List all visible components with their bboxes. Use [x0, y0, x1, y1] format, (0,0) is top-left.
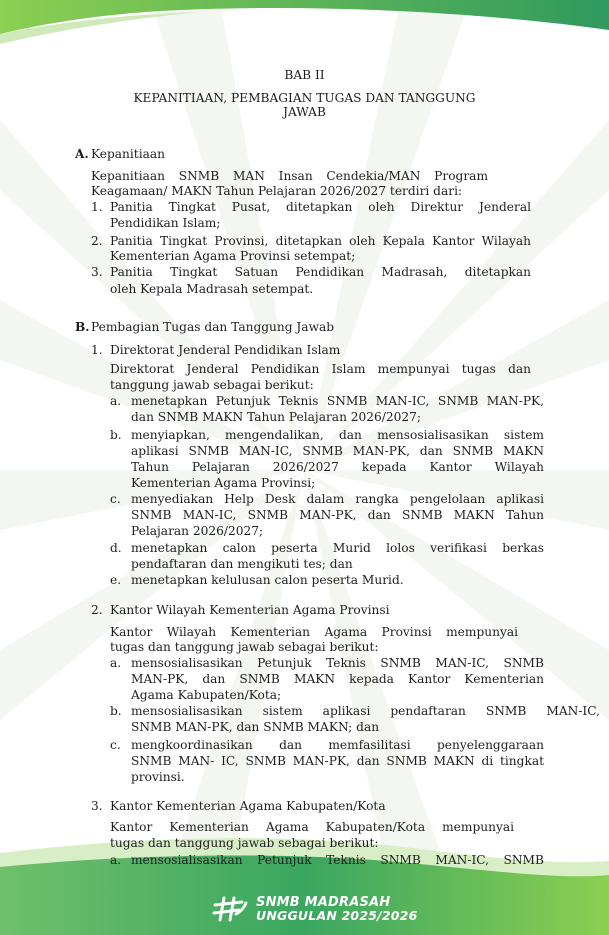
list-item-text: Agama Kabupaten/Kota;: [131, 688, 282, 702]
list-item-text: Panitia Tingkat Satuan Pendidikan Madrasah, ditetapkan: [110, 265, 531, 279]
list-item-letter: c.: [110, 492, 121, 506]
list-item-text: oleh Kepala Madrasah setempat.: [110, 282, 314, 296]
list-item-text: Panitia Tingkat Provinsi, ditetapkan oleh Kepala Kantor Wilayah: [110, 234, 531, 248]
subsection-intro-line2: tugas dan tanggung jawab sebagai berikut:: [110, 836, 379, 850]
list-item-text: MAN-PK, dan SNMB MAKN kepada Kantor Kementerian: [131, 672, 544, 686]
list-item-text: SNMB MAN-PK, dan SNMB MAKN; dan: [131, 720, 380, 734]
section-a-title: Kepanitiaan: [91, 147, 165, 161]
list-item-number: 2.: [91, 234, 103, 248]
list-item-text: Panitia Tingkat Pusat, ditetapkan oleh Direktur Jenderal: [110, 200, 531, 214]
list-item-text: aplikasi SNMB MAN-IC, SNMB MAN-PK, dan SNMB MAKN: [131, 444, 544, 458]
footer-logo-line1: SNMB MADRASAH: [256, 895, 391, 910]
list-item-text: menyediakan Help Desk dalam rangka pengelolaan aplikasi: [131, 492, 544, 506]
subsection-intro-line2: tugas dan tanggung jawab sebagai berikut:: [110, 640, 379, 654]
footer-logo: [212, 896, 417, 922]
chapter-label: BAB II: [284, 68, 325, 82]
list-item-text: SNMB MAN-IC, SNMB MAN-PK, dan SNMB MAKN Tahun: [131, 508, 544, 522]
list-item-letter: e.: [110, 573, 122, 587]
section-a-intro-line1: Kepanitiaan SNMB MAN Insan Cendekia/MAN Program: [91, 169, 488, 183]
hashtag-logo-icon: [212, 896, 248, 922]
list-item-text: mensosialisasikan Petunjuk Teknis SNMB MAN-IC, SNMB: [131, 656, 544, 670]
list-item-letter: d.: [110, 541, 122, 555]
list-item-letter: a.: [110, 394, 122, 408]
subsection-intro-line1: Direktorat Jenderal Pendidikan Islam mempunyai tugas dan: [110, 362, 531, 376]
list-item-letter: b.: [110, 704, 122, 718]
subsection-intro-line1: Kantor Kementerian Agama Kabupaten/Kota mempunyai: [110, 820, 514, 834]
subsection-title: Kantor Kementerian Agama Kabupaten/Kota: [110, 799, 386, 813]
list-item-number: 1.: [91, 200, 103, 214]
list-item-text: Pelajaran 2026/2027;: [131, 524, 264, 538]
footer-logo-line2: UNGGULAN 2025/2026: [256, 908, 418, 923]
list-item-letter: a.: [110, 853, 122, 867]
list-item-number: 3.: [91, 265, 103, 279]
list-item-text: dan SNMB MAKN Tahun Pelajaran 2026/2027;: [131, 410, 422, 424]
list-item-text: Kementerian Agama Provinsi setempat;: [110, 249, 356, 263]
list-item-text: provinsi.: [131, 770, 185, 784]
chapter-title-line2: JAWAB: [283, 105, 326, 119]
list-item-text: pendaftaran dan mengikuti tes; dan: [131, 557, 353, 571]
section-b-title: Pembagian Tugas dan Tanggung Jawab: [91, 320, 335, 334]
list-item-text: mensosialisasikan Petunjuk Teknis SNMB MAN-IC, SNMB: [131, 853, 544, 867]
subsection-title: Kantor Wilayah Kementerian Agama Provinsi: [110, 603, 390, 617]
list-item-text: SNMB MAN- IC, SNMB MAN-PK, dan SNMB MAKN di tingkat: [131, 754, 544, 768]
list-item-text: menetapkan calon peserta Murid lolos verifikasi berkas: [131, 541, 544, 555]
list-item-text: menetapkan kelulusan calon peserta Murid.: [131, 573, 404, 587]
list-item-text: Pendidikan Islam;: [110, 216, 221, 230]
list-item-letter: b.: [110, 428, 122, 442]
chapter-title-line1: KEPANITIAAN, PEMBAGIAN TUGAS DAN TANGGUNG: [133, 91, 476, 105]
section-b-letter: B.: [75, 320, 90, 334]
list-item-text: menetapkan Petunjuk Teknis SNMB MAN-IC, SNMB MAN-PK,: [131, 394, 544, 408]
section-a-letter: A.: [75, 147, 89, 161]
list-item-text: mensosialisasikan sistem aplikasi pendaftaran SNMB MAN-IC,: [131, 704, 600, 718]
section-a-intro-line2: Keagamaan/ MAKN Tahun Pelajaran 2026/2027 terdiri dari:: [91, 184, 463, 198]
list-item-text: menyiapkan, mengendalikan, dan mensosialisasikan sistem: [131, 428, 544, 442]
subsection-number: 2.: [91, 603, 103, 617]
list-item-letter: a.: [110, 656, 122, 670]
subsection-intro-line2: tanggung jawab sebagai berikut:: [110, 378, 314, 392]
subsection-number: 3.: [91, 799, 103, 813]
list-item-text: mengkoordinasikan dan memfasilitasi penyelenggaraan: [131, 738, 544, 752]
subsection-intro-line1: Kantor Wilayah Kementerian Agama Provinsi mempunyai: [110, 625, 518, 639]
list-item-text: Tahun Pelajaran 2026/2027 kepada Kantor Wilayah: [131, 460, 544, 474]
list-item-text: Kementerian Agama Provinsi;: [131, 476, 316, 490]
subsection-number: 1.: [91, 343, 103, 357]
list-item-letter: c.: [110, 738, 121, 752]
subsection-title: Direktorat Jenderal Pendidikan Islam: [110, 343, 341, 357]
